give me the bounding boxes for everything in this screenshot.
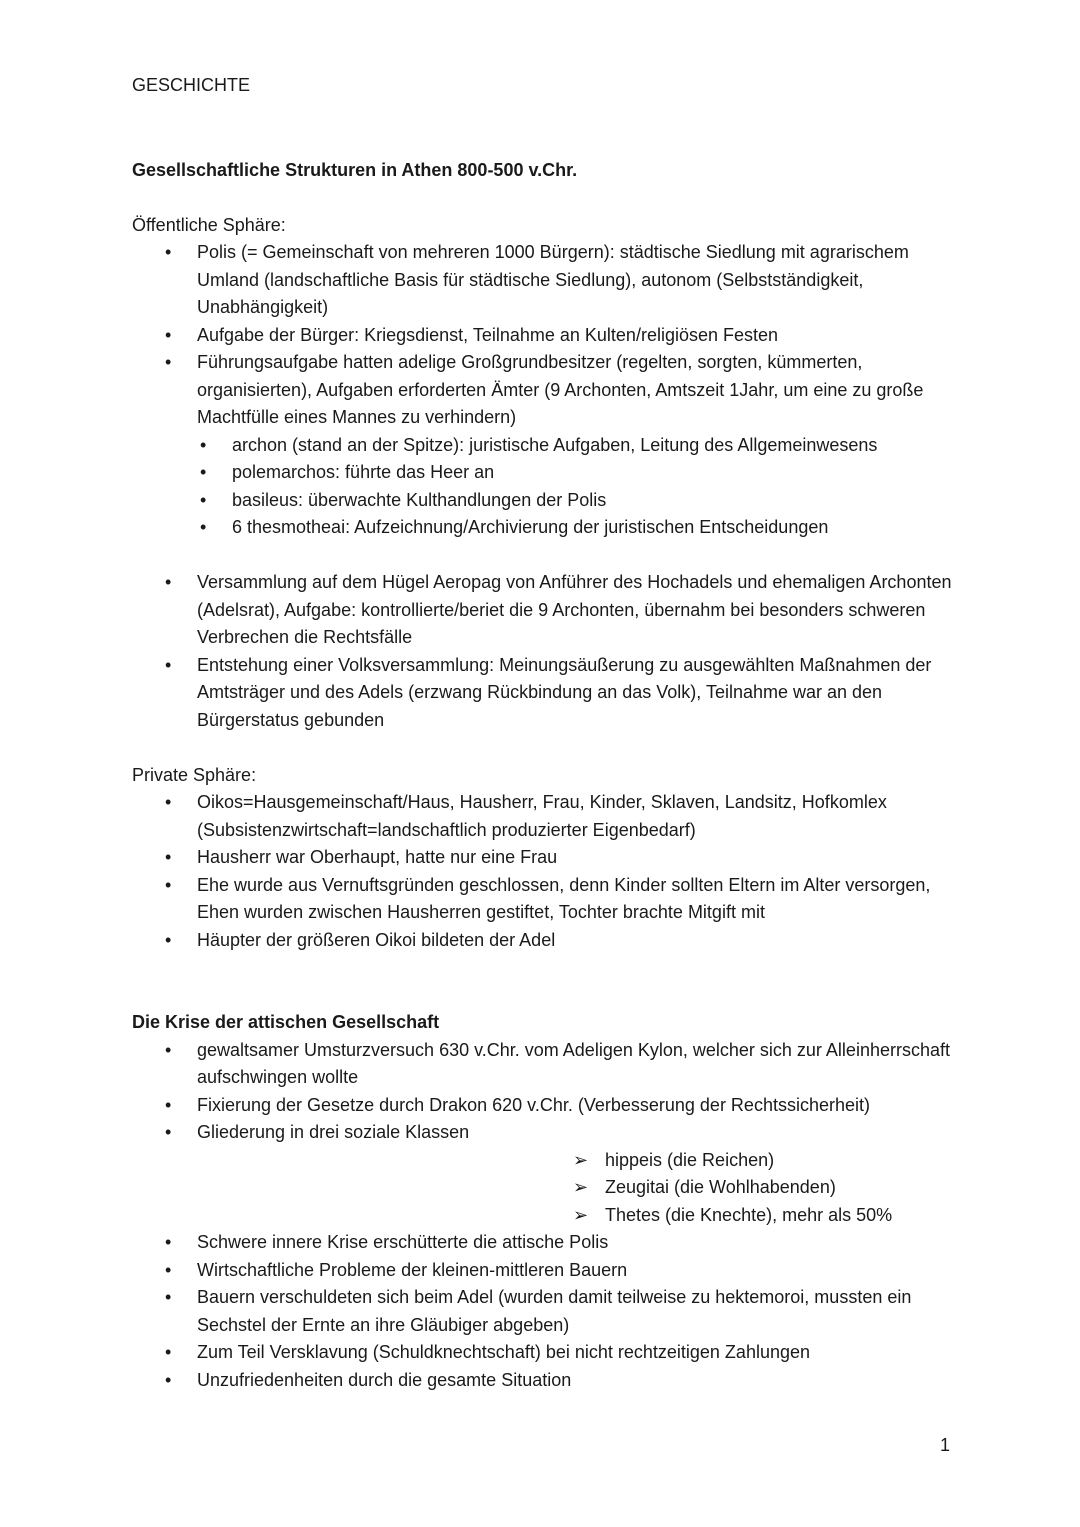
- bullet-icon: •: [165, 1342, 172, 1362]
- bullet-icon: •: [165, 572, 172, 592]
- arrow-bullet-icon: ➢: [573, 1149, 589, 1170]
- list-item-text: Zum Teil Versklavung (Schuldknechtschaft) bei nicht rechtzeitigen Zahlungen: [197, 1342, 811, 1362]
- bullet-list-item: [132, 789, 970, 844]
- section-heading: Private Sphäre:: [132, 764, 257, 785]
- arrow-bullet-icon: ➢: [573, 1204, 589, 1225]
- list-item-text: Häupter der größeren Oikoi bildeten der Adel: [197, 929, 556, 950]
- list-item-text: archon (stand an der Spitze): juristische Aufgaben, Leitung des Allgemeinwesens: [232, 434, 878, 455]
- list-item-text: Führungsaufgabe hatten adelige Großgrundbesitzer (regelten, sorgten, kümmerten, organisierten), Aufgaben erforderten Ämter (9 Archonten, Amtszeit 1Jahr, um eine zu große Machtfülle eines Mannes zu verhindern): [197, 352, 924, 427]
- bullet-list-item: [132, 322, 970, 350]
- list-item-text: Polis (= Gemeinschaft von mehreren 1000 Bürgern): städtische Siedlung mit agrarischem Umland (landschaftliche Basis für städtische Siedlung), autonom (Selbstständigkeit, Unabhängigkeit): [197, 242, 909, 317]
- bullet-list-item: [132, 1119, 970, 1147]
- page-number: 1: [939, 1435, 950, 1455]
- bullet-list-item: [132, 844, 970, 872]
- blank-line: [132, 954, 970, 982]
- arrow-list-item: [132, 1147, 970, 1175]
- arrow-list-item: [132, 1174, 970, 1202]
- bullet-list-item: [132, 1284, 970, 1339]
- bullet-list-item: [132, 569, 970, 652]
- list-item-text: 6 thesmotheai: Aufzeichnung/Archivierung der juristischen Entscheidungen: [232, 517, 829, 537]
- bullet-list-item: [132, 652, 970, 735]
- bullet-icon: •: [165, 847, 172, 867]
- bullet-icon: •: [200, 462, 207, 482]
- arrow-bullet-icon: ➢: [573, 1177, 589, 1197]
- list-item-text: polemarchos: führte das Heer an: [232, 462, 495, 482]
- list-item-text: Versammlung auf dem Hügel Aeropag von Anführer des Hochadels und ehemaligen Archonten (Adelsrat), Aufgabe: kontrollierte/beriet die 9 Archonten, übernahm bei besonders schweren Verbrechen die Rechtsfälle: [197, 572, 952, 647]
- bullet-list-item: [132, 1257, 970, 1285]
- bullet-icon: •: [200, 489, 207, 510]
- document-content: [132, 212, 970, 1395]
- bullet-icon: •: [165, 1287, 172, 1307]
- bullet-icon: •: [165, 874, 172, 895]
- section-heading: Öffentliche Sphäre:: [132, 214, 286, 235]
- bullet-icon: •: [165, 929, 172, 950]
- bullet-icon: •: [165, 324, 172, 345]
- bullet-icon: •: [165, 352, 172, 372]
- bullet-icon: •: [165, 654, 172, 675]
- bullet-list-item: [132, 514, 970, 542]
- bullet-icon: •: [165, 792, 172, 812]
- bullet-icon: •: [165, 1232, 172, 1252]
- list-item-text: Bauern verschuldeten sich beim Adel (wurden damit teilweise zu hektemoroi, mussten ein Sechstel der Ernte an ihre Gläubiger abgeben): [197, 1287, 912, 1335]
- list-item-text: Aufgabe der Bürger: Kriegsdienst, Teilnahme an Kulten/religiösen Festen: [197, 324, 779, 345]
- list-item-text: Ehe wurde aus Vernuftsgründen geschlossen, denn Kinder sollten Eltern im Alter versorgen, Ehen wurden zwischen Hausherren gestiftet, Tochter brachte Mitgift mit: [197, 874, 931, 922]
- section-heading-bold: Die Krise der attischen Gesellschaft: [132, 1012, 440, 1032]
- arrow-list-item: [132, 1202, 970, 1230]
- list-item-text: Fixierung der Gesetze durch Drakon 620 v.Chr. (Verbesserung der Rechtssicherheit): [197, 1094, 870, 1115]
- bullet-list-item: [132, 1229, 970, 1257]
- bullet-list-item: [132, 1339, 970, 1367]
- list-item-text: Entstehung einer Volksversammlung: Meinungsäußerung zu ausgewählten Maßnahmen der Amtsträger und des Adels (erzwang Rückbindung an das Volk), Teilnahme war an den Bürgerstatus gebunden: [197, 654, 932, 730]
- bullet-icon: •: [165, 1039, 172, 1060]
- bullet-list-item: [132, 927, 970, 955]
- bullet-icon: •: [165, 1094, 172, 1115]
- bullet-list-item: [132, 487, 970, 515]
- bullet-list-item: [132, 1092, 970, 1120]
- bullet-icon: •: [165, 1369, 172, 1390]
- list-item-text: Thetes (die Knechte), mehr als 50%: [605, 1204, 893, 1225]
- bullet-icon: •: [200, 434, 207, 455]
- blank-line: [132, 982, 970, 1010]
- blank-line: [132, 542, 970, 570]
- bullet-list-item: [132, 1367, 970, 1395]
- list-item-text: Gliederung in drei soziale Klassen: [197, 1122, 470, 1142]
- bullet-list-item: [132, 459, 970, 487]
- list-item-text: Hausherr war Oberhaupt, hatte nur eine Frau: [197, 847, 558, 867]
- bullet-icon: •: [200, 517, 207, 537]
- document-title: Gesellschaftliche Strukturen in Athen 800-500 v.Chr.: [132, 159, 578, 180]
- bullet-list-item: [132, 349, 970, 432]
- bullet-icon: •: [165, 1122, 172, 1142]
- list-item-text: Zeugitai (die Wohlhabenden): [605, 1177, 836, 1197]
- list-item-text: hippeis (die Reichen): [605, 1149, 775, 1170]
- bullet-list-item: [132, 239, 970, 322]
- list-item-text: basileus: überwachte Kulthandlungen der Polis: [232, 489, 607, 510]
- bullet-icon: •: [165, 1259, 172, 1280]
- list-item-text: gewaltsamer Umsturzversuch 630 v.Chr. vom Adeligen Kylon, welcher sich zur Alleinherrschaft aufschwingen wollte: [197, 1039, 950, 1087]
- document-header: GESCHICHTE: [132, 75, 251, 95]
- bullet-list-item: [132, 872, 970, 927]
- list-item-text: Schwere innere Krise erschütterte die attische Polis: [197, 1232, 609, 1252]
- blank-line: [132, 734, 970, 762]
- list-item-text: Oikos=Hausgemeinschaft/Haus, Hausherr, Frau, Kinder, Sklaven, Landsitz, Hofkomlex (Subsistenzwirtschaft=landschaftlich produzierter Eigenbedarf): [197, 792, 887, 840]
- list-item-text: Wirtschaftliche Probleme der kleinen-mittleren Bauern: [197, 1259, 628, 1280]
- bullet-list-item: [132, 432, 970, 460]
- list-item-text: Unzufriedenheiten durch die gesamte Situation: [197, 1369, 572, 1390]
- bullet-list-item: [132, 1037, 970, 1092]
- bullet-icon: •: [165, 242, 172, 262]
